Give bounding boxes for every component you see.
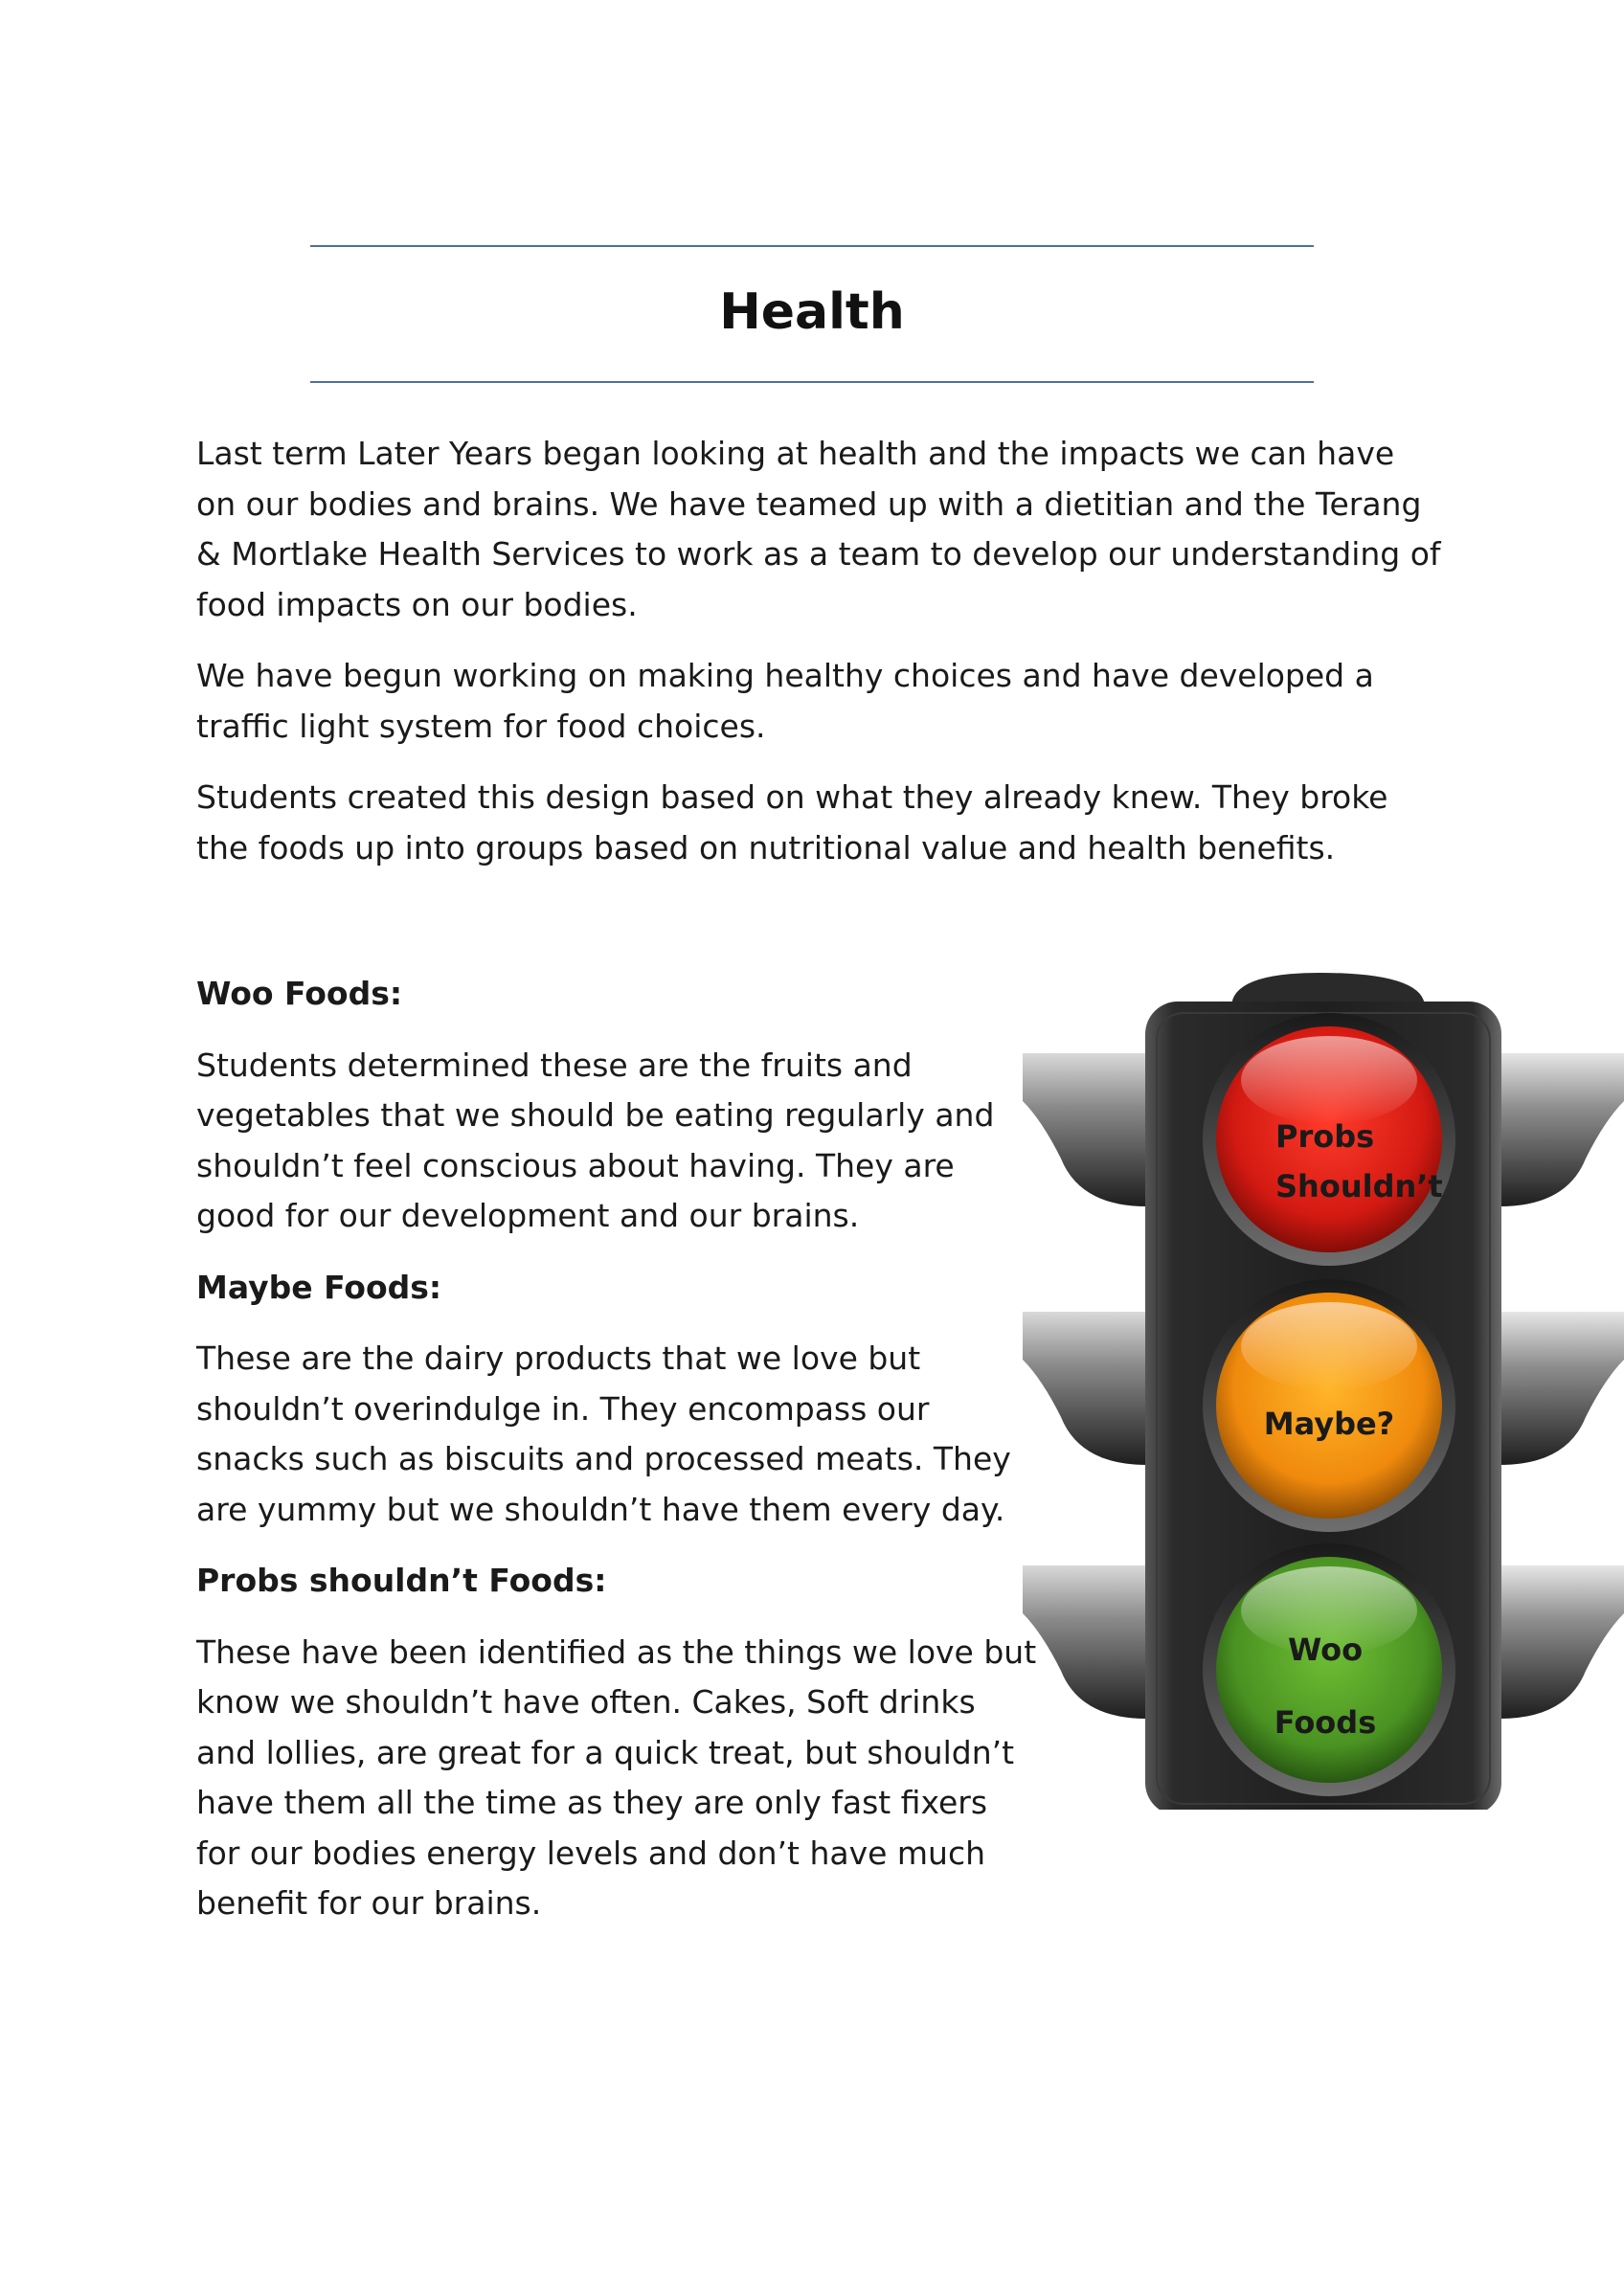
red-light [1203,1013,1455,1266]
page-title: Health [719,283,905,341]
amber-light [1203,1279,1455,1532]
traffic-light-icon [1023,967,1624,1810]
red-light-label-line2: Shouldn’t [1275,1168,1443,1204]
green-light-label-line1: Woo [1287,1632,1364,1668]
traffic-light-illustration [1023,967,1624,1810]
red-light-label-line1: Probs [1275,1118,1375,1155]
maybe-foods-body: These are the dairy products that we love but shouldn’t overindulge in. They encompass our snacks such as biscuits and processed meats. They are yummy but we shouldn’t have them every day. [196,1339,1011,1528]
maybe-foods-heading: Maybe Foods: [196,1268,442,1306]
woo-foods-body: Students determined these are the fruits and vegetables that we should be eating regularly and shouldn’t feel conscious about having. They are good for our development and our brains. [196,1046,995,1234]
title-rule-top [310,245,1314,247]
green-light-label-line2: Foods [1274,1704,1377,1741]
left-visors [1023,1053,1147,1719]
probs-shouldnt-foods-body: These have been identified as the things we love but know we shouldn’t have often. Cakes, Soft drinks and lollies, are great for a quick treat, but shouldn’t have them all the time as they are only fast fixers for our bodies energy levels and don’t have much benefit for our brains. [196,1632,1037,1922]
intro-paragraph-2: We have begun working on making healthy choices and have developed a traffic light system for food choices. [196,657,1374,745]
amber-light-label: Maybe? [1263,1406,1395,1442]
intro-paragraph-3: Students created this design based on what they already knew. They broke the foods up into groups based on nutritional value and health benefits. [196,778,1388,867]
probs-shouldnt-foods-heading: Probs shouldn’t Foods: [196,1562,607,1599]
woo-foods-heading: Woo Foods: [196,975,403,1012]
title-rule-bottom [310,381,1314,383]
food-groups-section [196,969,1039,1950]
intro-paragraph-1: Last term Later Years began looking at health and the impacts we can have on our bodies and brains. We have teamed up with a dietitian and the Terang & Mortlake Health Services to work as a team to develop our understanding of food impacts on our bodies. [196,435,1441,623]
green-light [1203,1543,1455,1796]
intro-section [196,429,1441,894]
right-visors [1500,1053,1624,1719]
